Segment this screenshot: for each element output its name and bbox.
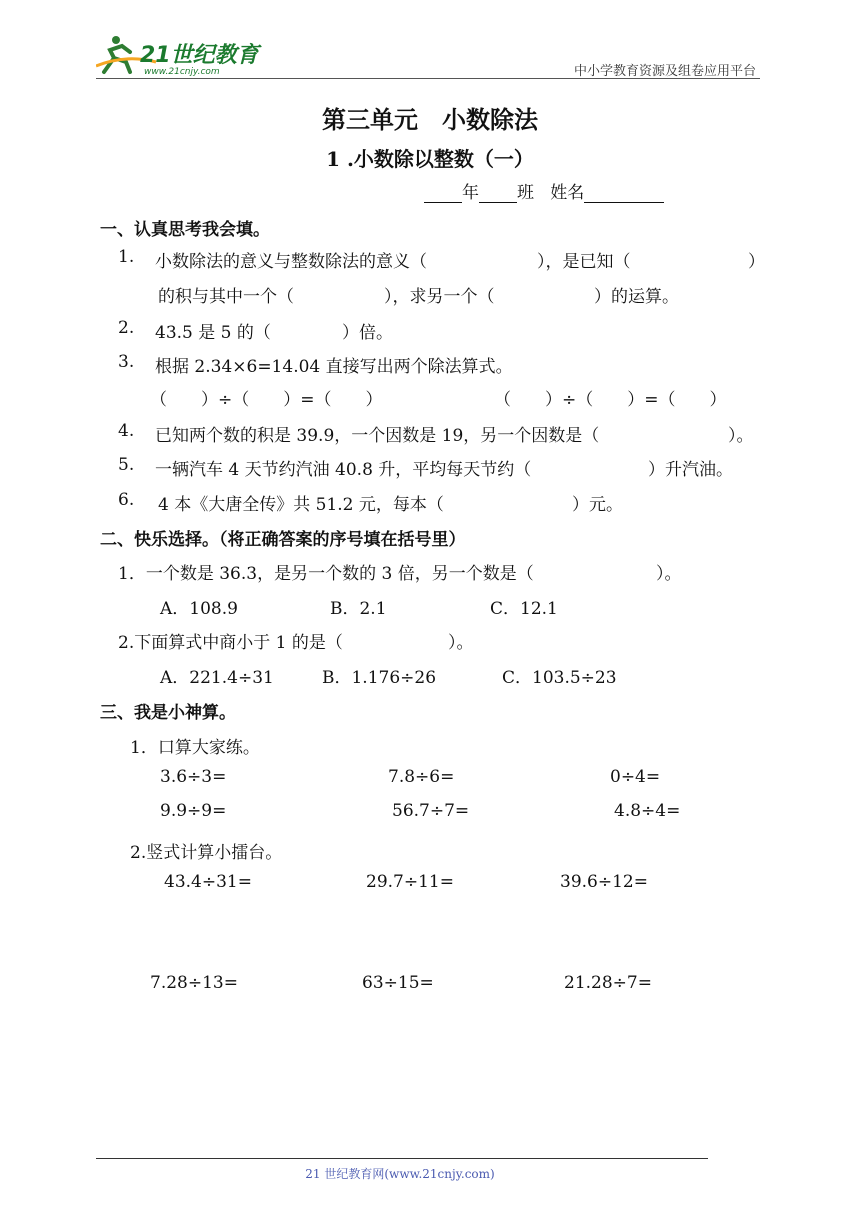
s2-q1-a: 1．一个数是 36.3，是另一个数的 3 倍，另一个数是（ xyxy=(118,564,534,584)
vertical-problem: 7.28÷13= xyxy=(150,973,238,993)
page-subtitle: 1 .小数除以整数（一） xyxy=(326,147,534,171)
vertical-problem: 63÷15= xyxy=(362,973,434,993)
s1-q1-line2-a: 的积与其中一个（ xyxy=(158,287,294,307)
s1-q2-a: 43.5 是 5 的（ xyxy=(155,323,271,343)
s1-q5-a: 一辆汽车 4 天节约汽油 40.8 升，平均每天节约（ xyxy=(155,460,532,480)
grade-label: 年 xyxy=(462,183,479,203)
oral-problem: 4.8÷4= xyxy=(614,801,681,821)
s1-q4-b: ）。 xyxy=(728,426,754,446)
page-title: 第三单元 小数除法 xyxy=(322,105,538,134)
s1-q2-b: ）倍。 xyxy=(342,323,393,343)
s2-q1-option-b: B．2.1 xyxy=(330,599,387,619)
s1-q1-num: 1. xyxy=(118,247,135,267)
s1-q4-a: 已知两个数的积是 39.9，一个因数是 19，另一个因数是（ xyxy=(155,426,600,446)
s1-q5-b: ）升汽油。 xyxy=(648,460,733,480)
vertical-problem: 39.6÷12= xyxy=(560,872,648,892)
s3-oral-title: 1．口算大家练。 xyxy=(130,738,260,758)
vertical-problem: 29.7÷11= xyxy=(366,872,454,892)
vertical-problem: 21.28÷7= xyxy=(564,973,652,993)
s1-q1-line1-a: 小数除法的意义与整数除法的意义（ xyxy=(155,252,427,272)
s1-q1-line2-c: ）的运算。 xyxy=(594,287,679,307)
s2-q1-option-c: C．12.1 xyxy=(490,599,558,619)
oral-problem: 9.9÷9= xyxy=(160,801,227,821)
class-blank[interactable] xyxy=(479,184,517,203)
s1-q3-num: 3. xyxy=(118,352,135,372)
s1-q5-num: 5. xyxy=(118,455,135,475)
class-label: 班 xyxy=(517,183,534,203)
s2-q2-option-b: B．1.176÷26 xyxy=(322,668,437,688)
s1-q1-line1-c: ） xyxy=(748,252,765,272)
s2-q2-option-c: C．103.5÷23 xyxy=(502,668,617,688)
name-blank[interactable] xyxy=(584,184,664,203)
s2-q1-b: ）。 xyxy=(656,564,682,584)
footer-text: 21 世纪教育网(www.21cnjy.com) xyxy=(305,1167,495,1181)
s1-q1-line1-b: ），是已知（ xyxy=(537,252,631,272)
s2-q2-a: 2.下面算式中商小于 1 的是（ xyxy=(118,633,343,653)
s3-vertical-title: 2.竖式计算小擂台。 xyxy=(130,843,283,863)
logo-text: 21世纪教育 xyxy=(140,43,259,68)
s1-q1-line2-b: ），求另一个（ xyxy=(384,287,495,307)
oral-problem: 56.7÷7= xyxy=(392,801,470,821)
s1-q2-num: 2. xyxy=(118,318,135,338)
s2-q1-option-a: A．108.9 xyxy=(160,599,238,619)
s1-q6-a: 4 本《大唐全传》共 51.2 元，每本（ xyxy=(158,495,444,515)
vertical-problem: 43.4÷31= xyxy=(164,872,252,892)
s1-q6-num: 6. xyxy=(118,490,135,510)
header-platform-text: 中小学教育资源及组卷应用平台 xyxy=(573,64,756,79)
name-label: 姓名 xyxy=(550,183,585,203)
grade-blank[interactable] xyxy=(424,184,462,203)
oral-problem: 0÷4= xyxy=(610,767,661,787)
s1-q3-text: 根据 2.34×6=14.04 直接写出两个除法算式。 xyxy=(155,357,513,377)
student-info xyxy=(424,178,664,203)
oral-problem: 7.8÷6= xyxy=(388,767,455,787)
s2-q2-option-a: A．221.4÷31 xyxy=(160,668,274,688)
s2-q2-b: ）。 xyxy=(448,633,474,653)
site-logo xyxy=(96,32,266,78)
header-divider xyxy=(96,78,760,79)
s1-q3-formula2: （ ）÷（ ）=（ ） xyxy=(494,390,727,410)
section1-heading: 一、认真思考我会填。 xyxy=(100,220,270,240)
oral-problem: 3.6÷3= xyxy=(160,767,227,787)
footer-divider xyxy=(96,1158,708,1159)
section2-heading: 二、快乐选择。（将正确答案的序号填在括号里） xyxy=(100,530,466,550)
s1-q3-formula1: （ ）÷（ ）=（ ） xyxy=(150,390,383,410)
section3-heading: 三、我是小神算。 xyxy=(100,703,236,723)
s1-q6-b: ）元。 xyxy=(572,495,623,515)
logo-url: www.21cnjy.com xyxy=(144,67,220,77)
s1-q4-num: 4. xyxy=(118,421,135,441)
